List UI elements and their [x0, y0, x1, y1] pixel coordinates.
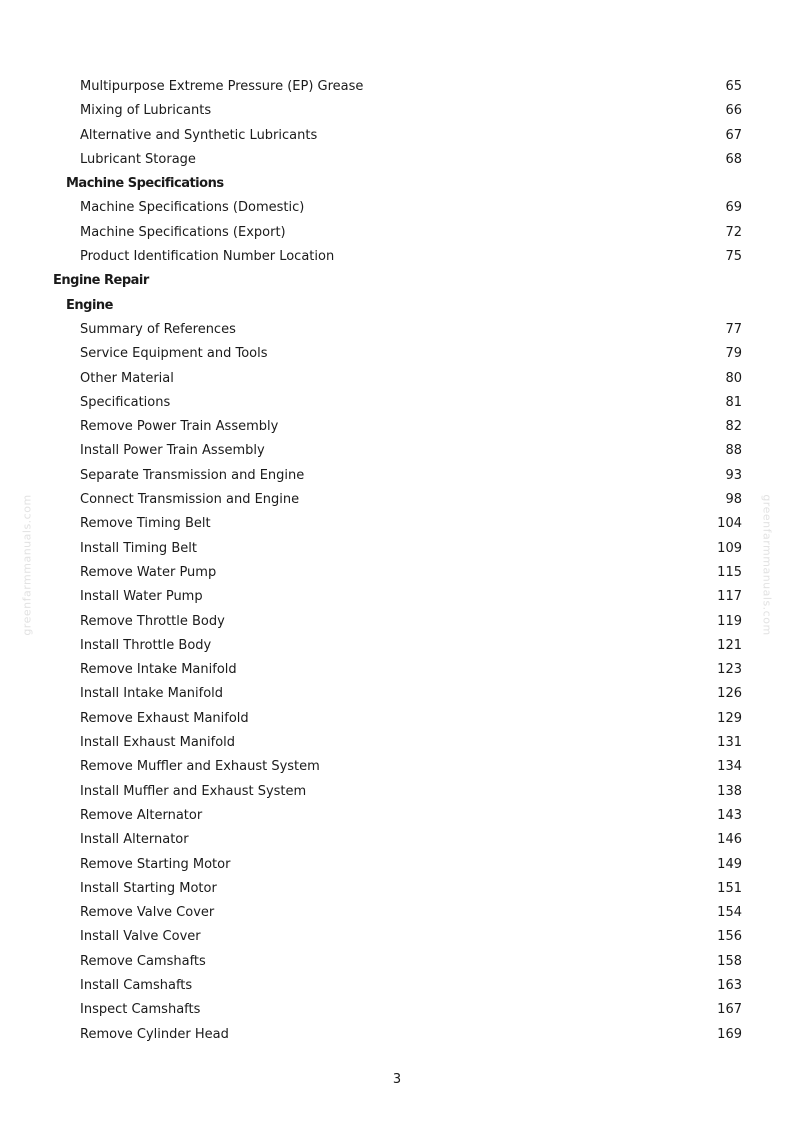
toc-entry[interactable] — [0, 367, 794, 391]
toc-entry-title: Summary of References — [80, 321, 236, 337]
toc-entry[interactable] — [0, 464, 794, 488]
toc-entry-title: Remove Cylinder Head — [80, 1026, 229, 1042]
toc-entry-page: 126 — [717, 686, 742, 702]
toc-entry-page: 131 — [717, 735, 742, 751]
toc-entry[interactable] — [0, 439, 794, 463]
toc-entry-title: Install Camshafts — [80, 977, 193, 993]
toc-entry-page: 119 — [717, 613, 742, 629]
toc-entry[interactable] — [0, 682, 794, 706]
toc-entry[interactable] — [0, 148, 794, 172]
watermark-left: greenfarmmanuals.com — [20, 494, 34, 636]
toc-entry-title: Inspect Camshafts — [80, 1002, 201, 1018]
toc-entry[interactable] — [0, 925, 794, 949]
toc-entry-title: Remove Water Pump — [80, 564, 217, 580]
toc-entry-page: 68 — [725, 151, 742, 167]
toc-entry[interactable] — [0, 998, 794, 1022]
toc-section-heading[interactable] — [0, 172, 794, 196]
toc-entry[interactable] — [0, 561, 794, 585]
toc-entry-title: Install Throttle Body — [80, 637, 212, 653]
toc-entry-title: Mixing of Lubricants — [80, 103, 212, 119]
toc-entry-page: 67 — [725, 127, 742, 143]
toc-entry[interactable] — [0, 828, 794, 852]
toc-entry[interactable] — [0, 877, 794, 901]
toc-entry-page: 82 — [725, 419, 742, 435]
toc-entry[interactable] — [0, 99, 794, 123]
toc-entry-page: 158 — [717, 953, 742, 969]
toc-entry[interactable] — [0, 221, 794, 245]
toc-entry-page: 117 — [717, 589, 742, 605]
toc-entry-title: Engine Repair — [53, 273, 149, 289]
toc-entry-page: 163 — [717, 977, 742, 993]
toc-entry-page: 151 — [717, 880, 742, 896]
toc-entry-page: 143 — [717, 807, 742, 823]
toc-entry-page: 81 — [725, 394, 742, 410]
toc-entry-page: 66 — [725, 103, 742, 119]
toc-entry-title: Separate Transmission and Engine — [80, 467, 305, 483]
toc-entry-title: Install Timing Belt — [80, 540, 197, 556]
toc-entry-title: Install Alternator — [80, 832, 189, 848]
toc-entry[interactable] — [0, 950, 794, 974]
toc-entry[interactable] — [0, 124, 794, 148]
toc-entry[interactable] — [0, 901, 794, 925]
toc-entry-title: Engine — [66, 297, 113, 313]
toc-entry-title: Install Muffler and Exhaust System — [80, 783, 307, 799]
toc-entry-page: 154 — [717, 905, 742, 921]
toc-entry[interactable] — [0, 780, 794, 804]
toc-entry-title: Install Water Pump — [80, 589, 203, 605]
toc-entry[interactable] — [0, 488, 794, 512]
toc-entry[interactable] — [0, 391, 794, 415]
toc-entry-title: Product Identification Number Location — [80, 249, 335, 265]
toc-entry-page: 88 — [725, 443, 742, 459]
toc-entry[interactable] — [0, 804, 794, 828]
toc-entry-title: Install Power Train Assembly — [80, 443, 265, 459]
toc-entry-page: 121 — [717, 637, 742, 653]
toc-entry-title: Install Valve Cover — [80, 929, 201, 945]
toc-entry[interactable] — [0, 75, 794, 99]
toc-entry[interactable] — [0, 537, 794, 561]
toc-entry-page: 72 — [725, 224, 742, 240]
toc-entry-title: Remove Camshafts — [80, 953, 206, 969]
toc-entry-page: 146 — [717, 832, 742, 848]
toc-entry-page: 167 — [717, 1002, 742, 1018]
toc-entry-title: Lubricant Storage — [80, 151, 196, 167]
toc-entry-title: Multipurpose Extreme Pressure (EP) Grease — [80, 79, 364, 94]
toc-entry[interactable] — [0, 610, 794, 634]
toc-entry-title: Remove Valve Cover — [80, 905, 215, 921]
toc-entry[interactable] — [0, 974, 794, 998]
toc-entry[interactable] — [0, 634, 794, 658]
toc-entry-page: 109 — [717, 540, 742, 556]
toc-entry-page: 79 — [725, 346, 742, 362]
toc-entry[interactable] — [0, 318, 794, 342]
table-of-contents — [0, 75, 794, 1047]
page-number: 3 — [392, 1072, 402, 1087]
toc-entry-title: Other Material — [80, 370, 174, 386]
toc-entry-title: Install Intake Manifold — [80, 686, 224, 702]
toc-section-heading[interactable] — [0, 269, 794, 293]
toc-entry-title: Machine Specifications — [66, 176, 224, 192]
toc-entry-title: Service Equipment and Tools — [80, 346, 268, 362]
toc-entry[interactable] — [0, 196, 794, 220]
toc-entry[interactable] — [0, 585, 794, 609]
toc-entry-page: 75 — [725, 249, 742, 265]
toc-entry-page: 156 — [717, 929, 742, 945]
toc-entry-page: 123 — [717, 662, 742, 678]
toc-entry[interactable] — [0, 415, 794, 439]
toc-entry-page: 115 — [717, 564, 742, 580]
toc-entry-title: Alternative and Synthetic Lubricants — [80, 127, 318, 143]
toc-entry-page: 98 — [725, 492, 742, 508]
toc-entry-page: 138 — [717, 783, 742, 799]
toc-section-heading[interactable] — [0, 294, 794, 318]
toc-entry-page: 169 — [717, 1026, 742, 1042]
toc-entry-page: 69 — [725, 200, 742, 216]
toc-entry-title: Remove Intake Manifold — [80, 662, 237, 678]
toc-entry-title: Machine Specifications (Domestic) — [80, 200, 305, 216]
toc-entry[interactable] — [0, 731, 794, 755]
toc-entry[interactable] — [0, 658, 794, 682]
toc-entry-title: Machine Specifications (Export) — [80, 224, 286, 240]
toc-entry-title: Remove Starting Motor — [80, 856, 231, 872]
toc-entry-page: 93 — [725, 467, 742, 483]
toc-entry[interactable] — [0, 707, 794, 731]
toc-entry-title: Remove Alternator — [80, 807, 203, 823]
toc-entry-title: Remove Timing Belt — [80, 516, 211, 532]
watermark-right: greenfarmmanuals.com — [760, 494, 774, 636]
toc-entry[interactable] — [0, 512, 794, 536]
toc-entry[interactable] — [0, 853, 794, 877]
toc-entry[interactable] — [0, 1023, 794, 1047]
toc-entry-page: 80 — [725, 370, 742, 386]
toc-entry-page: 129 — [717, 710, 742, 726]
toc-entry-page: 134 — [717, 759, 742, 775]
toc-entry-page: 65 — [725, 79, 742, 94]
toc-entry[interactable] — [0, 245, 794, 269]
toc-entry-title: Remove Power Train Assembly — [80, 419, 279, 435]
toc-entry[interactable] — [0, 342, 794, 366]
toc-entry-title: Install Starting Motor — [80, 880, 217, 896]
toc-entry[interactable] — [0, 755, 794, 779]
toc-entry-title: Install Exhaust Manifold — [80, 735, 236, 751]
toc-entry-title: Specifications — [80, 394, 171, 410]
toc-entry-title: Connect Transmission and Engine — [80, 492, 300, 508]
toc-entry-page: 77 — [725, 321, 742, 337]
toc-entry-page: 104 — [717, 516, 742, 532]
toc-entry-page: 149 — [717, 856, 742, 872]
toc-entry-title: Remove Exhaust Manifold — [80, 710, 249, 726]
toc-entry-title: Remove Muffler and Exhaust System — [80, 759, 320, 775]
toc-entry-title: Remove Throttle Body — [80, 613, 225, 629]
